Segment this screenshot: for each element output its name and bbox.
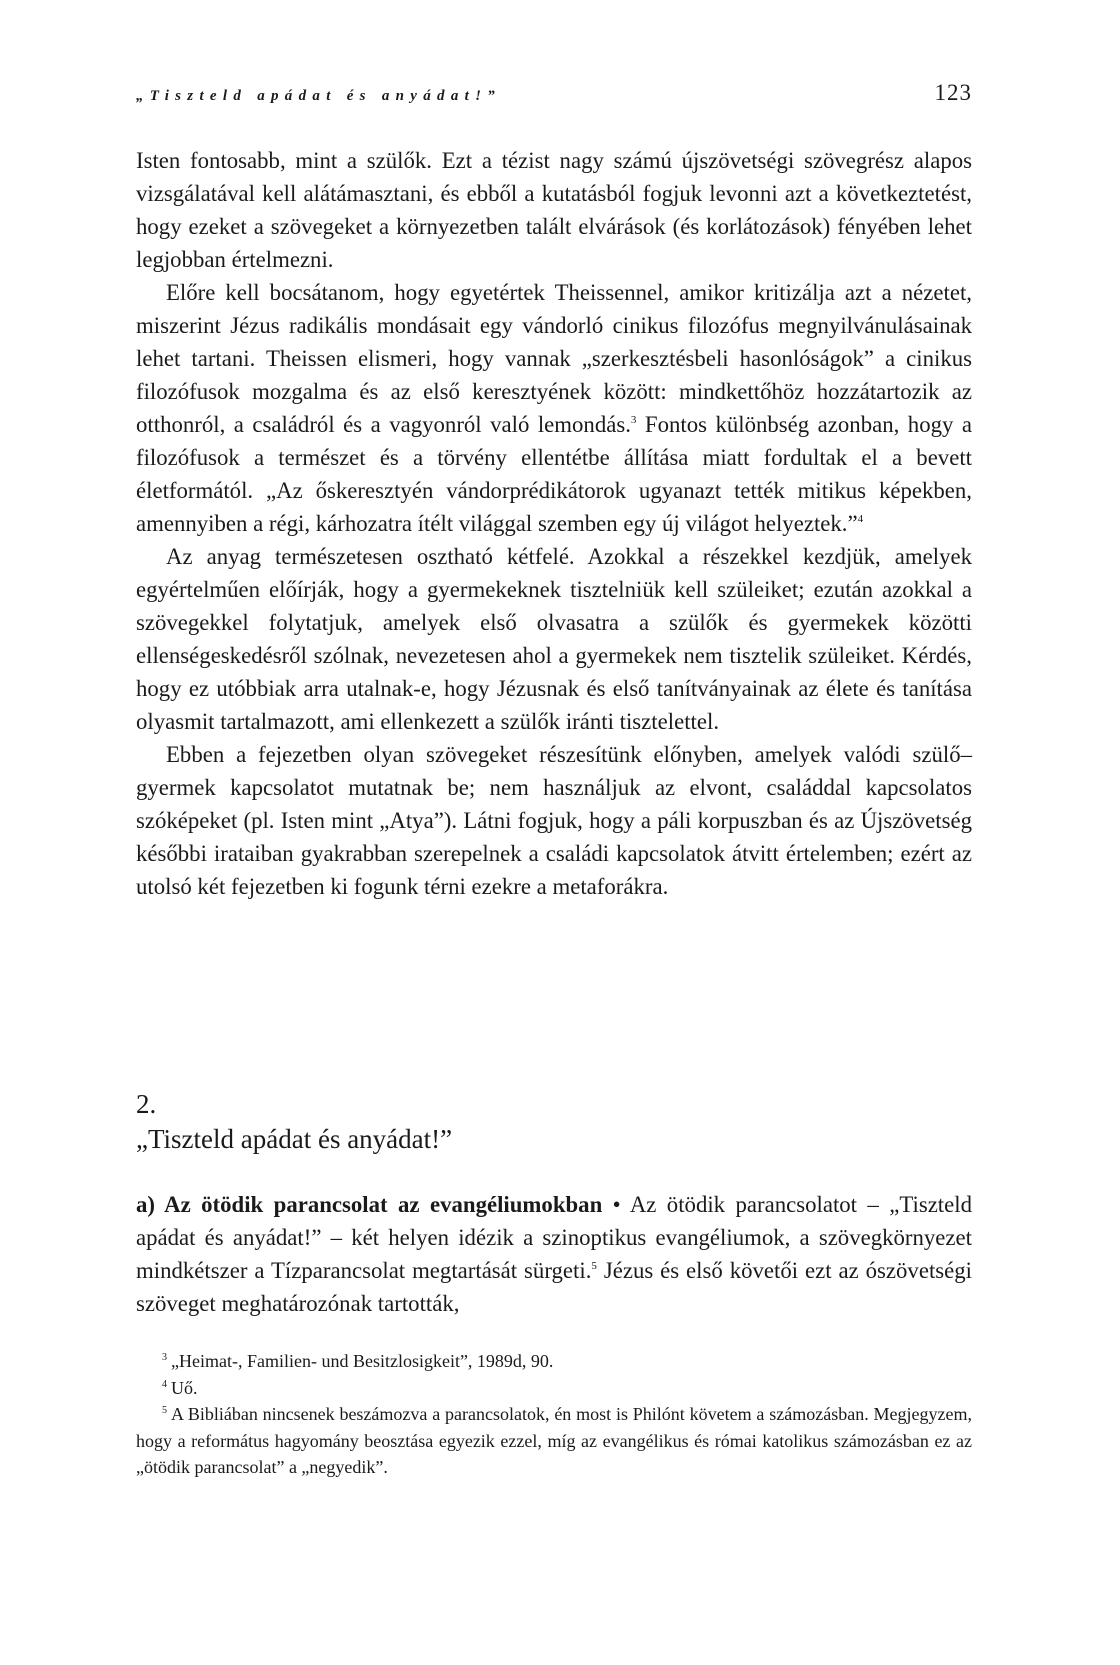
section-text-b: Jézus és első követői ezt az ószövetségi szöveget meghatározónak tartották, xyxy=(136,1258,973,1316)
running-title: „Tiszteld apádat és anyádat!” xyxy=(136,88,502,104)
footnotes xyxy=(136,1348,972,1481)
subsection-heading: a) Az ötödik parancsolat az evangéliumokban xyxy=(136,1192,603,1217)
body-text xyxy=(136,144,972,903)
section-body xyxy=(136,1188,972,1320)
section-text-a: Az ötödik parancsolatot – „Tiszteld apádat és anyádat!” – két helyen idézik a szinoptikus evangéliumok, a szövegkörnyezet mindkétszer a Tízparancsolat megtartását sürgeti. xyxy=(136,1192,972,1283)
paragraph-2-part-b: Fontos különbség azonban, hogy a filozófusok a természet és a törvény ellentétbe állítása miatt fordultak el a bevett életformától. „Az őskeresztyén vándorprédikátorok ugyanazt tették mitikus képekben, amennyiben a régi, kárhozatra ítélt világgal szemben egy új világot helyeztek.” xyxy=(136,412,972,536)
paragraph-4: Ebben a fejezetben olyan szövegeket részesítünk előnyben, amelyek valódi szülő–gyermek kapcsolatot mutatnak be; nem használjuk az elvont, családdal kapcsolatos szóképeket (pl. Isten mint „Atya”). Látni fogjuk, hogy a páli korpuszban és az Újszövetség későbbi irataiban gyakrabban szerepelnek a családi kapcsolatok átvitt értelemben; ezért az utolsó két fejezetben ki fogunk térni ezekre a metaforákra. xyxy=(136,742,972,899)
footnote-mark: 4 xyxy=(162,1378,167,1390)
footnote-mark: 5 xyxy=(162,1405,167,1416)
footnote-text: „Heimat-, Familien- und Besitzlosigkeit”, 1989d, 90. xyxy=(171,1351,554,1371)
running-header xyxy=(136,80,972,106)
footnote-ref-4: 4 xyxy=(857,513,864,525)
paragraph-2 xyxy=(136,276,972,540)
footnote-text: Uő. xyxy=(171,1377,198,1398)
footnote-mark: 3 xyxy=(162,1352,167,1363)
footnote-text: A Bibliában nincsenek beszámozva a parancsolatok, én most is Philónt követem a számozásban. Megjegyzem, hogy a református hagyomány beosztása egyezik ezzel, míg az evangélikus és római katolikus számozásban ez az „ötödik parancsolat” a „negyedik”. xyxy=(136,1404,972,1477)
footnote-3 xyxy=(136,1348,972,1375)
paragraph-1: Isten fontosabb, mint a szülők. Ezt a tézist nagy számú újszövetségi szövegrész alapos vizsgálatával kell alátámasztani, és ebből a kutatásból fogjuk levonni azt a következtetést, hogy ezeket a szövegeket a környezetben talált elvárások (és korlátozások) fényében lehet legjobban értelmezni. xyxy=(136,148,972,272)
footnote-4 xyxy=(136,1375,972,1402)
page-number: 123 xyxy=(934,80,972,105)
footnote-ref-5: 5 xyxy=(591,1260,597,1272)
section-number: 2. xyxy=(136,1089,157,1119)
footnote-5 xyxy=(136,1401,972,1481)
paragraph-2-part-a: Előre kell bocsátanom, hogy egyetértek Theissennel, amikor kritizálja azt a nézetet, miszerint Jézus radikális mondásait egy vándorló cinikus filozófus megnyilvánulásainak lehet tartani. Theissen elismeri, hogy vannak „szerkesztésbeli hasonlóságok” a cinikus filozófusok mozgalma és az első keresztyének között: mindkettőhöz hozzátartozik az otthonról, a családról és a vagyonról való lemondás. xyxy=(136,280,972,437)
footnote-ref-3: 3 xyxy=(630,414,637,426)
bullet-separator: • xyxy=(602,1192,630,1217)
section-heading xyxy=(136,1087,972,1157)
section-paragraph xyxy=(136,1188,972,1320)
section-title: „Tiszteld apádat és anyádat!” xyxy=(136,1124,453,1154)
paragraph-3: Az anyag természetesen osztható kétfelé. Azokkal a részekkel kezdjük, amelyek egyértelműen előírják, hogy a gyermekeknek tisztelniük kell szüleiket; ezután azokkal a szövegekkel folytatjuk, amelyek első olvasatra a szülők és gyermekek közötti ellenségeskedésről szólnak, nevezetesen ahol a gyermekek nem tisztelik szüleiket. Kérdés, hogy ez utóbbiak arra utalnak-e, hogy Jézusnak és első tanítványainak az élete és tanítása olyasmit tartalmazott, ami ellenkezett a szülők iránti tisztelettel. xyxy=(136,544,972,734)
